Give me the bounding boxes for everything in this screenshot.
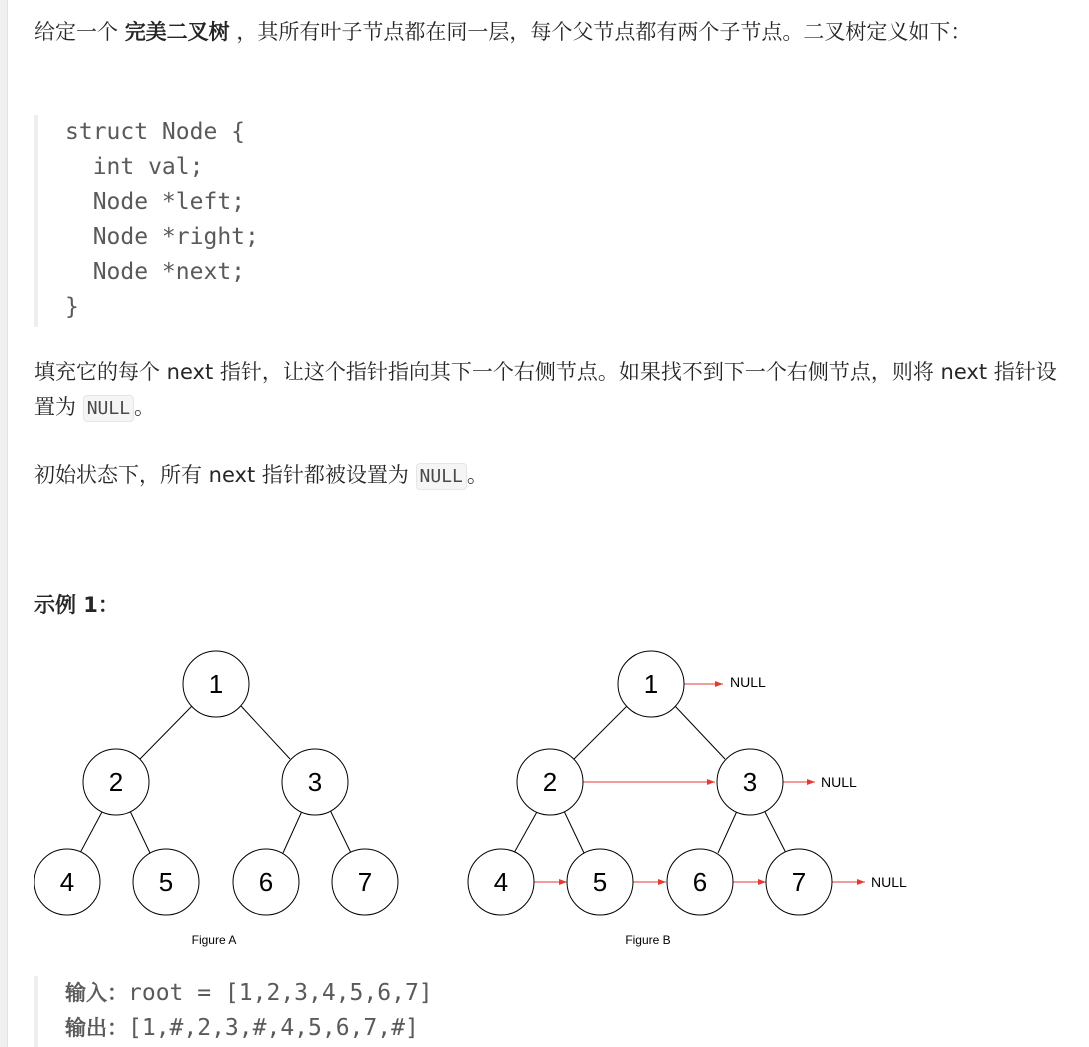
- node-label: 1: [643, 669, 659, 699]
- example-figure: [34, 640, 934, 964]
- node-label: 6: [258, 867, 274, 897]
- node-label: 3: [742, 767, 758, 797]
- left-border: [0, 0, 8, 1047]
- figure-b-caption: Figure B: [625, 933, 671, 947]
- node-label: 1: [208, 669, 224, 699]
- output-value: [1,#,2,3,#,4,5,6,7,#]: [128, 1015, 419, 1041]
- intro-paragraph: 给定一个 完美二叉树 ，其所有叶子节点都在同一层，每个父节点都有两个子节点。二叉树定义如下：: [34, 20, 972, 44]
- null-label: NULL: [821, 774, 857, 790]
- node-struct-code-block: [34, 115, 1058, 327]
- null-inline-code: NULL: [416, 463, 467, 490]
- next-pointer-paragraph: 填充它的每个 next 指针，让这个指针指向其下一个右侧节点。如果找不到下一个右侧节点，则将 next 指针设置为 NULL 。: [34, 355, 1059, 426]
- output-line: [38, 1011, 1058, 1046]
- example-io-block: [34, 976, 1058, 1047]
- input-value: root = [1,2,3,4,5,6,7]: [128, 980, 433, 1006]
- node-label: 2: [108, 767, 124, 797]
- node-label: 7: [791, 867, 807, 897]
- input-label: 输入：: [65, 981, 128, 1005]
- code-line: int val;: [65, 154, 204, 180]
- code-line: Node *right;: [65, 224, 259, 250]
- figure-a-caption: Figure A: [191, 933, 237, 947]
- input-line: [38, 976, 1058, 1011]
- node-label: 6: [692, 867, 708, 897]
- node-label: 5: [158, 867, 174, 897]
- null-label: NULL: [871, 874, 907, 890]
- output-label: 输出：: [65, 1016, 128, 1040]
- example-title: 示例 1：: [34, 593, 119, 617]
- node-label: 2: [542, 767, 558, 797]
- null-label: NULL: [730, 674, 766, 690]
- code-line: Node *next;: [65, 259, 246, 285]
- initial-state-paragraph: 初始状态下，所有 next 指针都被设置为 NULL 。: [34, 458, 1059, 494]
- node-label: 3: [307, 767, 323, 797]
- tree-diagram: [34, 640, 934, 960]
- perfect-binary-tree-term: 完美二叉树: [124, 20, 230, 44]
- node-label: 7: [357, 867, 373, 897]
- null-inline-code: NULL: [83, 395, 134, 422]
- code-line: struct Node {: [65, 119, 246, 145]
- code-line: Node *left;: [65, 189, 246, 215]
- node-label: 5: [592, 867, 608, 897]
- node-label: 4: [59, 867, 75, 897]
- node-label: 4: [493, 867, 509, 897]
- code-line: }: [65, 294, 79, 320]
